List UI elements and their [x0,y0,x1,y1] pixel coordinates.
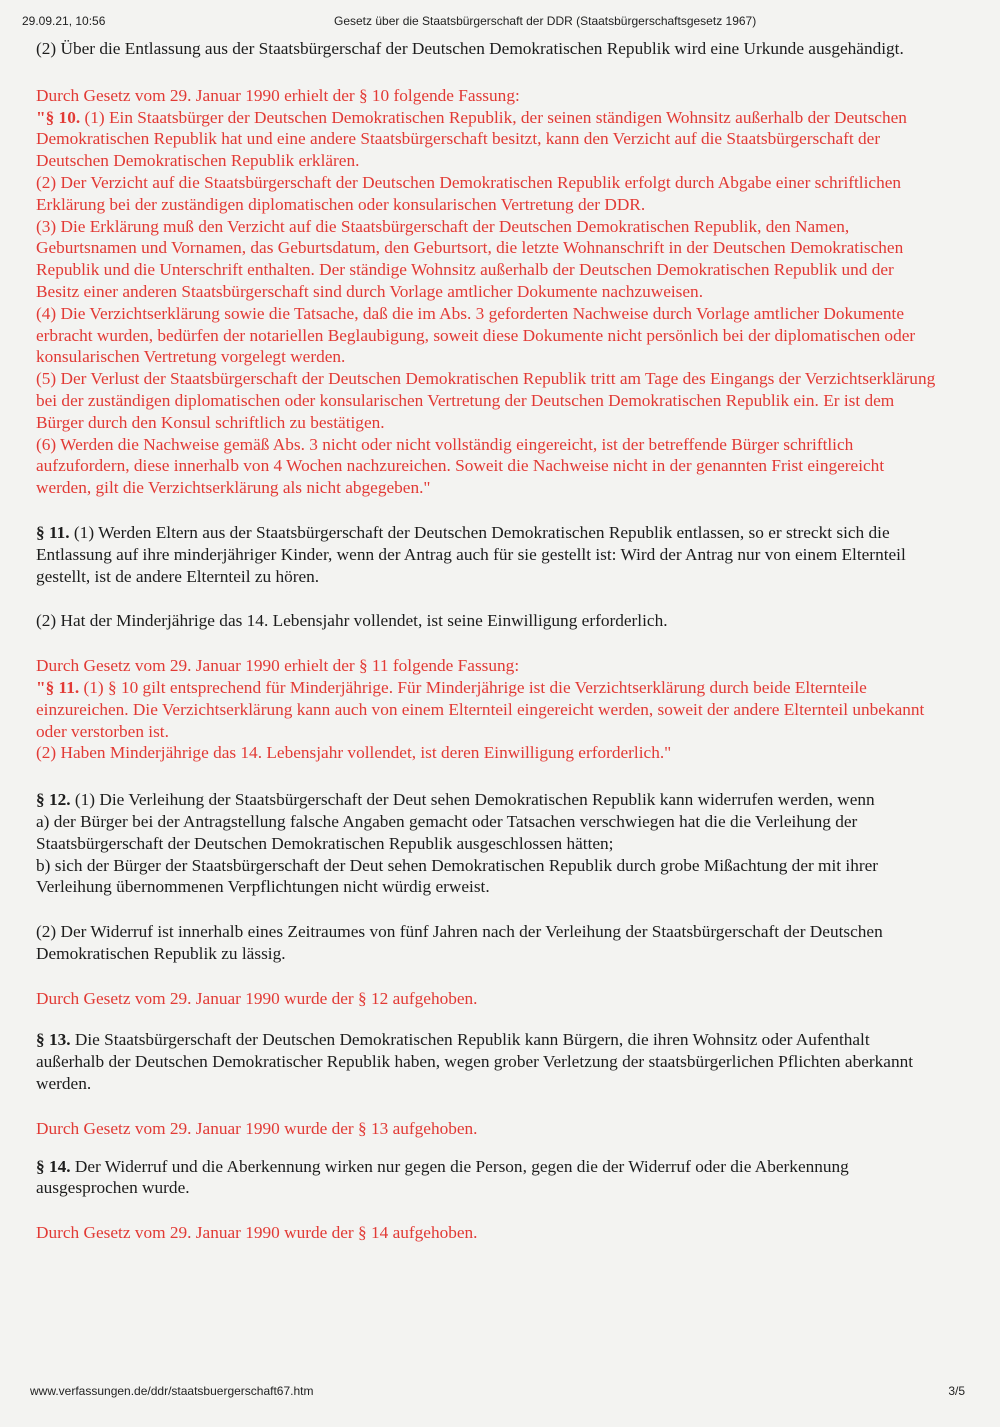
page-number: 3/5 [948,1384,965,1398]
amendment-10-para-2: (2) Der Verzicht auf die Staatsbürgerschaft der Deutschen Demokratischen Republik erfolgt durch Abgabe einer schriftlichen Erklärung bei der zuständigen diplomatischen oder konsularischen Vertretung der DDR. [36,172,902,214]
section-14-text: Der Widerruf und die Aberkennung wirken nur gegen die Person, gegen die der Widerruf oder die Aberkennung ausgesprochen wurde. [36,1156,849,1198]
section-11-para-2: (2) Hat der Minderjährige das 14. Lebensjahr vollendet, ist seine Einwilligung erforderlich. [36,611,668,631]
print-header [22,14,970,32]
print-footer [30,1384,965,1402]
amendment-10-para-5: (5) Der Verlust der Staatsbürgerschaft der Deutschen Demokratischen Republik tritt am Tage des Eingangs der Verzichtserklärung bei der zuständigen diplomatischen oder konsularischen Vertretung der Deutschen Demokratischen Republik ein. Er ist dem Bürger durch den Konsul schriftlich zu bestätigen. [36,369,936,432]
section-12-text-1: (1) Die Verleihung der Staatsbürgerschaft der Deut sehen Demokratischen Republik kann widerrufen werden, wenn [70,790,875,810]
amendment-13: Durch Gesetz vom 29. Januar 1990 wurde der § 13 aufgehoben. [36,1118,478,1138]
section-12-para-2: (2) Der Widerruf ist innerhalb eines Zeitraumes von fünf Jahren nach der Verleihung der Staatsbürgerschaft der Deutschen Demokratischen Republik zu lässig. [36,922,883,963]
amendment-10-intro: Durch Gesetz vom 29. Januar 1990 erhielt der § 10 folgende Fassung: [36,85,520,105]
section-13-text: Die Staatsbürgerschaft der Deutschen Demokratischen Republik kann Bürgern, die ihren Wohnsitz oder Aufenthalt außerhalb der Deutschen Demokratischer Republik haben, wegen grober Verletzung der staatsbürgerlichen Pflichten aberkannt werden. [36,1030,914,1094]
section-number: § 12. [36,790,71,810]
amendment-11-para-2: (2) Haben Minderjährige das 14. Lebensjahr vollendet, ist deren Einwilligung erforderlich." [36,743,672,763]
document-title: Gesetz über die Staatsbürgerschaft der DDR (Staatsbürgerschaftsgesetz 1967) [334,14,757,28]
amendment-10-para-4: (4) Die Verzichtserklärung sowie die Tatsache, daß die im Abs. 3 geforderten Nachweise durch Vorlage amtlicher Dokumente erbracht wurden, bedürfen der notariellen Beglaubigung, soweit diese Dokumente nicht persönlich bei der diplomatischen oder konsularischen Vertretung vorgelegt werden. [36,303,916,367]
section-number: § 11. [36,522,70,542]
section-14 [36,1156,938,1200]
document-body [36,38,938,1244]
amendment-11-text-1: (1) § 10 gilt entsprechend für Minderjährige. Für Minderjährige ist die Verzichtserklärung durch beide Elternteile einzureichen. Die Verzichtserklärung kann auch von einem Elternteil eingereicht werden, soweit der andere Elternteil unbekannt oder verstorben ist. [36,677,925,741]
amendment-10-text-1: (1) Ein Staatsbürger der Deutschen Demokratischen Republik, der seinen ständigen Wohnsitz außerhalb der Deutschen Demokratischen Republik hat und eine andere Staatsbürgerschaft besitzt, kann den Verzicht auf die Staatsbürgerschaft der Deutschen Demokratischen Republik erklären. [36,107,907,171]
amendment-11-intro: Durch Gesetz vom 29. Januar 1990 erhielt der § 11 folgende Fassung: [36,656,520,676]
section-11-para-1 [36,522,938,587]
section-number: "§ 11. [36,677,80,697]
section-11-text-1: (1) Werden Eltern aus der Staatsbürgerschaft der Deutschen Demokratischen Republik entlassen, so er streckt sich die Entlassung auf ihre minderjähriger Kinder, wenn der Antrag auch für sie gestellt ist: Wird der Antrag nur von einem Elternteil gestellt, ist de andere Elternteil zu hören. [36,522,906,586]
amendment-12: Durch Gesetz vom 29. Januar 1990 wurde der § 12 aufgehoben. [36,988,478,1008]
paragraph-10-2: (2) Über die Entlassung aus der Staatsbürgerschaf der Deutschen Demokratischen Republik wird eine Urkunde ausgehändigt. [36,39,904,58]
amendment-10-para-1 [36,107,938,172]
section-12-item-b: b) sich der Bürger der Staatsbürgerschaft der Deut sehen Demokratischen Republik durch grobe Mißachtung der mit ihrer Verleihung übernommenen Verpflichtungen nicht würdig erweist. [36,855,879,897]
section-number: "§ 10. [36,107,81,127]
section-number: § 13. [36,1030,71,1050]
section-12-item-a: a) der Bürger bei der Antragstellung falsche Angaben gemacht oder Tatsachen verschwiegen hat die die Verleihung der Staatsbürgerschaft der Deutschen Demokratischen Republik ausgeschlossen hätten; [36,811,858,853]
amendment-14: Durch Gesetz vom 29. Januar 1990 wurde der § 14 aufgehoben. [36,1223,478,1243]
source-url: www.verfassungen.de/ddr/staatsbuergerschaft67.htm [30,1384,314,1398]
print-date: 29.09.21, 10:56 [22,14,106,28]
amendment-10-para-6: (6) Werden die Nachweise gemäß Abs. 3 nicht oder nicht vollständig eingereicht, ist der betreffende Bürger schriftlich aufzufordern, diese innerhalb von 4 Wochen nachzureichen. Soweit die Nachweise nicht in der genannten Frist eingereicht werden, gilt die Verzichtserklärung als nicht abgegeben." [36,434,885,498]
amendment-10-para-3: (3) Die Erklärung muß den Verzicht auf die Staatsbürgerschaft der Deutschen Demokratischen Republik, den Namen, Geburtsnamen und Vornamen, das Geburtsdatum, den Geburtsort, die letzte Wohnanschrift in der Deutschen Demokratischen Republik und die Unterschrift enthalten. Der ständige Wohnsitz außerhalb der Deutschen Demokratischen Republik und der Besitz einer anderen Staatsbürgerschaft sind durch Vorlage amtlicher Dokumente nachzuweisen. [36,216,904,301]
amendment-11-para-1 [36,677,938,742]
section-13 [36,1029,938,1094]
section-12-para-1 [36,789,938,811]
section-number: § 14. [36,1156,71,1176]
